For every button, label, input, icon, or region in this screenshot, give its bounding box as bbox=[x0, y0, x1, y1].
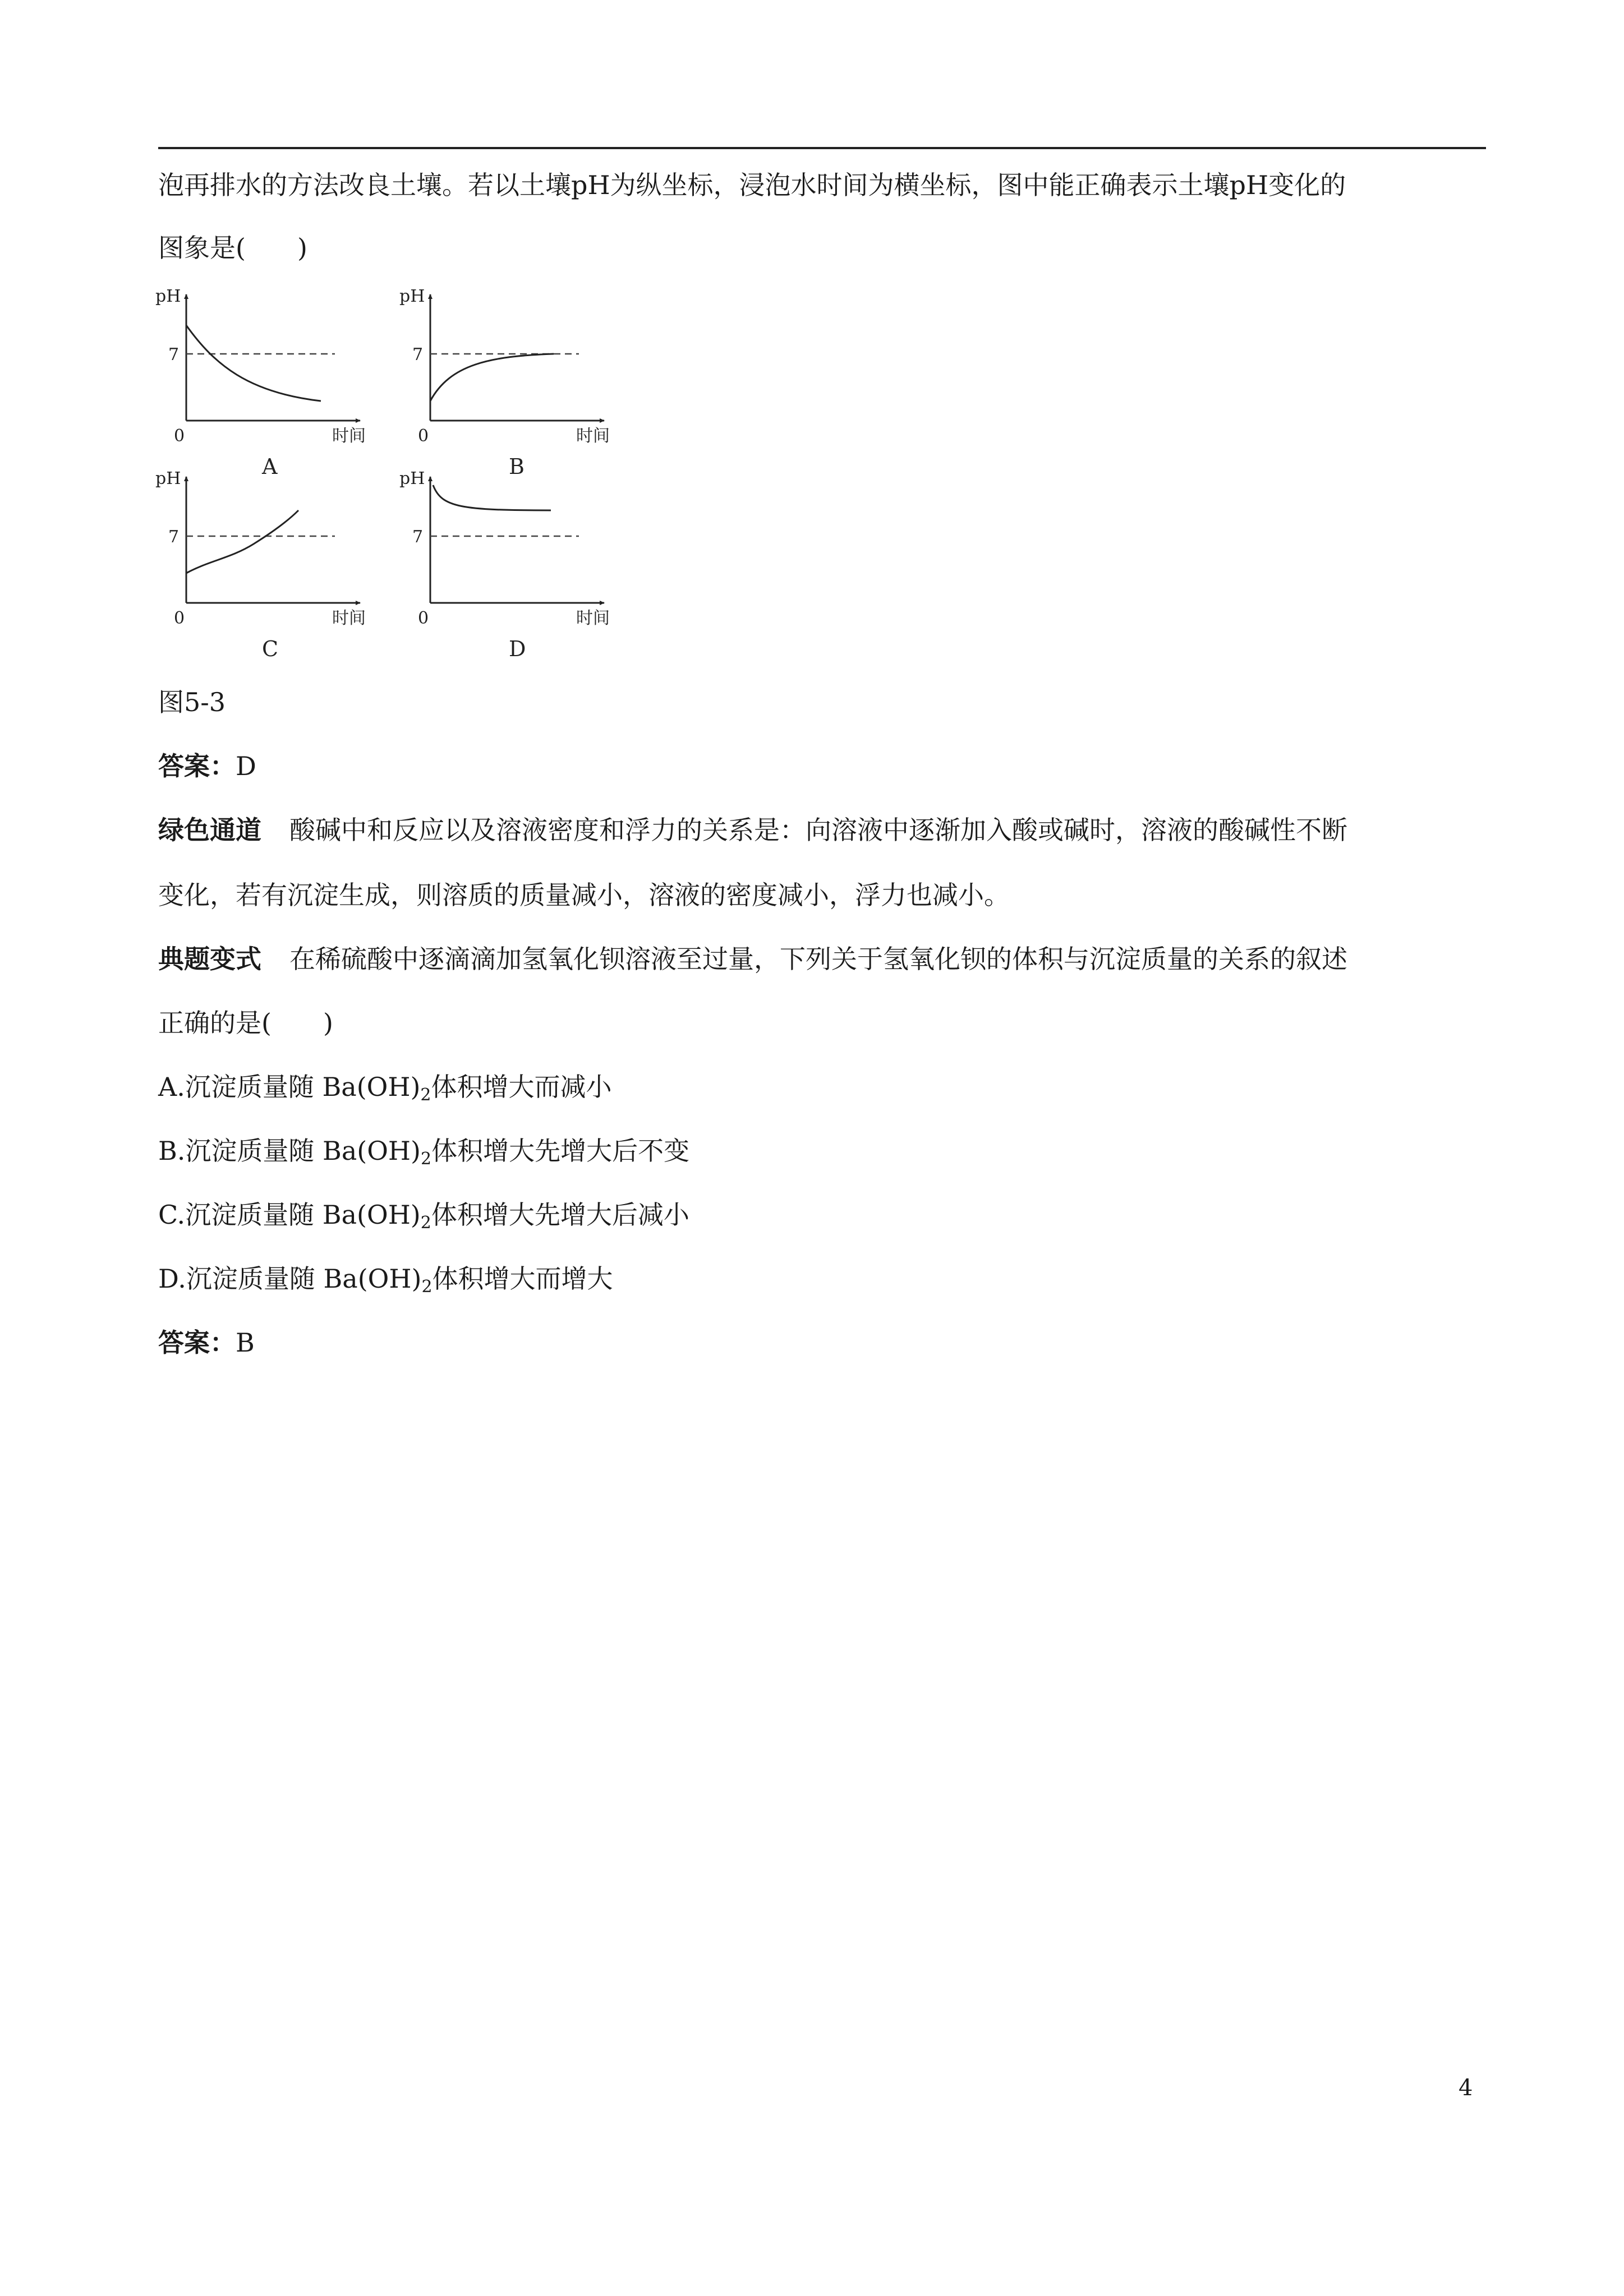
variant-line-2: 正确的是( ) bbox=[158, 1008, 333, 1038]
option-b-sub: 2 bbox=[421, 1149, 432, 1169]
chart-c-ylabel: pH bbox=[155, 469, 181, 488]
chart-c-xlabel: 时间 bbox=[332, 608, 366, 628]
answer-1 bbox=[158, 749, 256, 783]
option-a-prefix: A.沉淀质量随 Ba(OH) bbox=[158, 1072, 421, 1102]
header-rule bbox=[158, 147, 1486, 149]
figure-caption: 图5-3 bbox=[158, 687, 226, 717]
chart-d-origin: 0 bbox=[418, 608, 429, 628]
chart-d-curve bbox=[433, 485, 551, 510]
answer-1-label: 答案： bbox=[158, 751, 236, 781]
chart-c-label: C bbox=[262, 637, 279, 661]
chart-c-origin: 0 bbox=[174, 608, 185, 628]
chart-a-xlabel: 时间 bbox=[332, 426, 366, 446]
chart-b-xlabel: 时间 bbox=[576, 426, 610, 446]
option-a-sub: 2 bbox=[420, 1085, 431, 1105]
option-c-suffix: 体积增大先增大后减小 bbox=[431, 1200, 689, 1230]
green-channel-label: 绿色通道 bbox=[158, 815, 261, 845]
chart-c-ref-label: 7 bbox=[168, 527, 180, 547]
green-channel-text-1: 酸碱中和反应以及溶液密度和浮力的关系是：向溶液中逐渐加入酸或碱时，溶液的酸碱性不断 bbox=[289, 815, 1347, 845]
option-b-suffix: 体积增大先增大后不变 bbox=[431, 1136, 690, 1166]
option-b-prefix: B.沉淀质量随 Ba(OH) bbox=[158, 1136, 421, 1166]
option-b bbox=[158, 1134, 689, 1176]
chart-a-label: A bbox=[262, 454, 278, 479]
answer-2-label: 答案： bbox=[158, 1327, 236, 1358]
chart-b-curve bbox=[430, 354, 554, 401]
chart-d-ref-label: 7 bbox=[412, 527, 424, 547]
chart-b bbox=[399, 287, 610, 479]
green-channel-line-2: 变化，若有沉淀生成，则溶质的质量减小，溶液的密度减小，浮力也减小。 bbox=[158, 880, 1010, 910]
green-channel-line-1 bbox=[158, 813, 1347, 847]
page-number: 4 bbox=[1459, 2075, 1473, 2101]
chart-b-origin: 0 bbox=[418, 426, 429, 446]
chart-d bbox=[399, 469, 610, 661]
option-d bbox=[158, 1262, 613, 1304]
chart-b-ref-label: 7 bbox=[412, 345, 424, 365]
option-c-prefix: C.沉淀质量随 Ba(OH) bbox=[158, 1200, 421, 1230]
chart-d-xlabel: 时间 bbox=[576, 608, 610, 628]
chart-a-ylabel: pH bbox=[155, 287, 181, 306]
answer-1-value: D bbox=[236, 751, 256, 781]
chart-b-label: B bbox=[509, 454, 525, 479]
answer-2 bbox=[158, 1326, 255, 1359]
answer-2-value: B bbox=[236, 1327, 255, 1358]
option-d-prefix: D.沉淀质量随 Ba(OH) bbox=[158, 1264, 422, 1294]
variant-line-1 bbox=[158, 942, 1347, 976]
option-a bbox=[158, 1070, 612, 1112]
question-line-2: 图象是( ) bbox=[158, 233, 307, 263]
ph-figure bbox=[147, 280, 652, 695]
chart-d-label: D bbox=[509, 637, 526, 661]
option-a-suffix: 体积增大而减小 bbox=[431, 1072, 612, 1102]
chart-a bbox=[155, 287, 366, 479]
option-d-sub: 2 bbox=[421, 1277, 433, 1297]
chart-a-ref-label: 7 bbox=[168, 345, 180, 365]
variant-label: 典题变式 bbox=[158, 944, 261, 974]
variant-text-1: 在稀硫酸中逐滴滴加氢氧化钡溶液至过量，下列关于氢氧化钡的体积与沉淀质量的关系的叙述 bbox=[289, 944, 1347, 974]
chart-b-ylabel: pH bbox=[399, 287, 425, 306]
chart-c bbox=[155, 469, 366, 661]
chart-c-curve bbox=[186, 510, 298, 573]
option-c-sub: 2 bbox=[420, 1213, 431, 1233]
chart-d-ylabel: pH bbox=[399, 469, 425, 488]
chart-a-origin: 0 bbox=[174, 426, 185, 446]
question-line-1: 泡再排水的方法改良土壤。若以土壤pH为纵坐标，浸泡水时间为横坐标，图中能正确表示土壤pH变化的 bbox=[158, 170, 1346, 200]
option-d-suffix: 体积增大而增大 bbox=[432, 1264, 613, 1294]
chart-a-curve bbox=[186, 325, 321, 401]
option-c bbox=[158, 1198, 689, 1240]
